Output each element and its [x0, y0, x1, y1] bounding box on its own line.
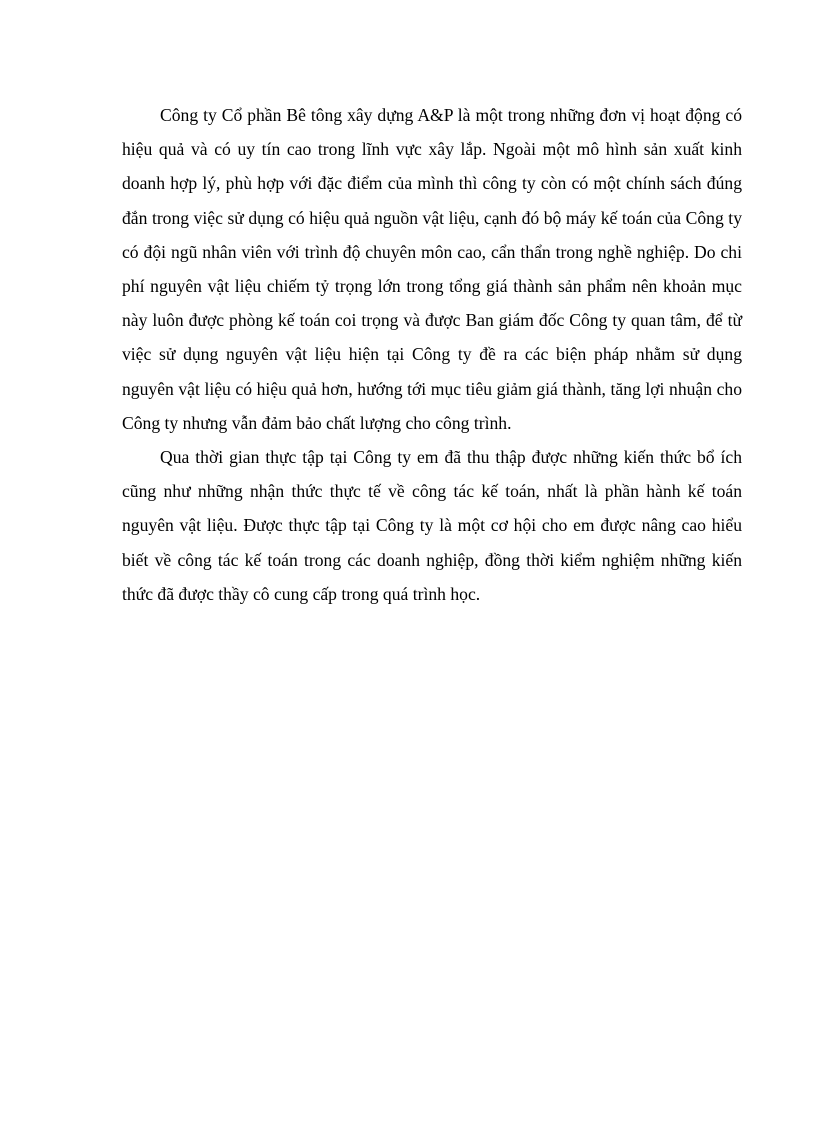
paragraph-2: Qua thời gian thực tập tại Công ty em đã thu thập được những kiến thức bổ ích cũng như những nhận thức thực tế về công tác kế toán, nhất là phần hành kế toán nguyên vật liệu. Được thực tập tại Công ty là một cơ hội cho em được nâng cao hiểu biết về công tác kế toán trong các doanh nghiệp, đồng thời kiểm nghiệm những kiến thức đã được thầy cô cung cấp trong quá trình học.: [122, 447, 742, 604]
paragraph-1: Công ty Cổ phần Bê tông xây dựng A&P là một trong những đơn vị hoạt động có hiệu quả và có uy tín cao trong lĩnh vực xây lắp. Ngoài một mô hình sản xuất kinh doanh hợp lý, phù hợp với đặc điểm của mình thì công ty còn có một chính sách đúng đắn trong việc sử dụng có hiệu quả nguồn vật liệu, cạnh đó bộ máy kế toán của Công ty có đội ngũ nhân viên với trình độ chuyên môn cao, cẩn thẩn trong nghề nghiệp. Do chi phí nguyên vật liệu chiếm tỷ trọng lớn trong tổng giá thành sản phẩm nên khoản mục này luôn được phòng kế toán coi trọng và được Ban giám đốc Công ty quan tâm, để từ việc sử dụng nguyên vật liệu hiện tại Công ty đề ra các biện pháp nhằm sử dụng nguyên vật liệu có hiệu quả hơn, hướng tới mục tiêu giảm giá thành, tăng lợi nhuận cho Công ty nhưng vẫn đảm bảo chất lượng cho công trình.: [122, 105, 742, 433]
body-text: [122, 98, 742, 611]
